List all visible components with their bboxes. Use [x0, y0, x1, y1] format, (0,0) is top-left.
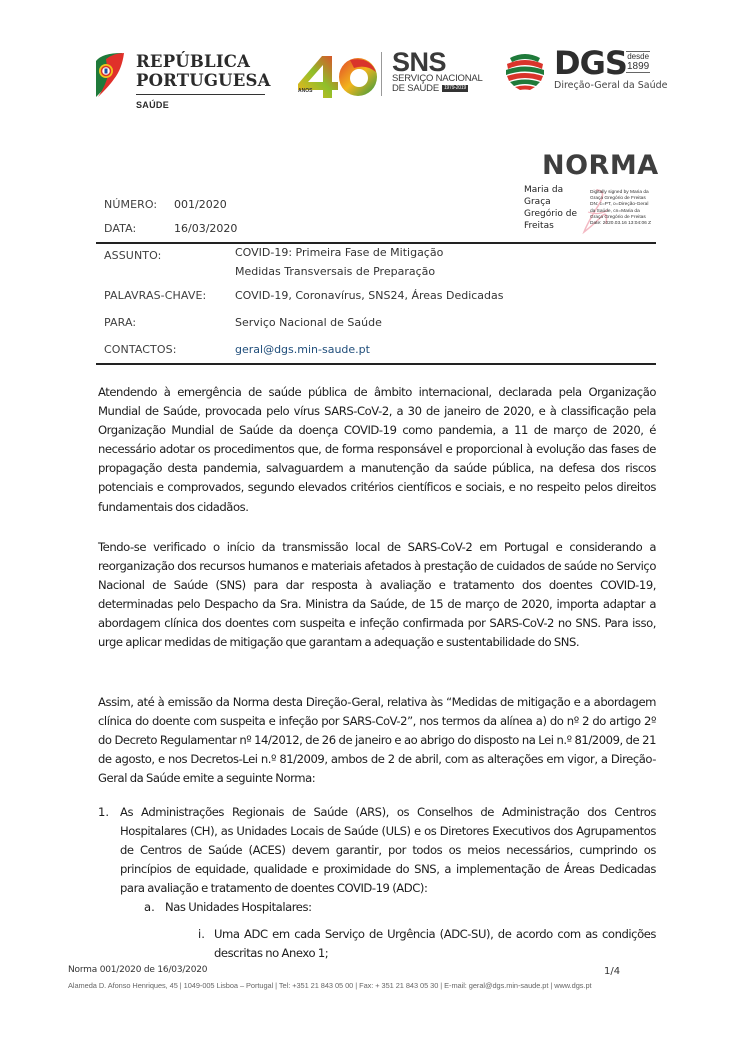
- sublist-item-letter: a.: [144, 900, 155, 914]
- document-type-title: NORMA: [542, 150, 659, 181]
- subsublist-item-text: Uma ADC em cada Serviço de Urgência (ADC-SU), de acordo com as condições descritas no Anexo 1;: [214, 927, 656, 961]
- dgs-logo: [504, 44, 668, 98]
- signature-detail-line: Graça Gregório de Freitas: [590, 214, 646, 220]
- dgs-acronym: DGS: [554, 44, 627, 82]
- signature-detail-line: Date: 2020.03.16 13:04:06 Z: [590, 221, 652, 227]
- footer-address: Alameda D. Afonso Henriques, 45 | 1049-005 Lisboa – Portugal | Tel: +351 21 843 05 00 | Fax: + 351 21 843 05 30 | E-mail: geral@dgs.min-saude.pt | www.dgs.pt: [68, 981, 592, 990]
- contactos-email-link[interactable]: geral@dgs.min-saude.pt: [235, 343, 370, 356]
- sns-40-anos-logo: [292, 52, 380, 100]
- dgs-since: [626, 51, 650, 73]
- intro-paragraph-2: Tendo-se verificado o início da transmissão local de SARS-CoV-2 em Portugal e considerando a reorganização dos recursos humanos e materiais afetados à prestação de cuidados de saúde no Serviço Nacional de Saúde (SNS) para dar resposta à avaliação e tratamento dos doentes COVID-19, determinadas pelo Despacho da Sra. Ministra da Saúde, de 15 de março de 2020, importa adaptar a abordagem clínica dos doentes com suspeita e infeção confirmada por SARS-CoV-2 no SNS. Para isso, urge aplicar medidas de mitigação que garantam a adequação e sustentabilidade do SNS.: [98, 540, 656, 650]
- signature-detail-line: Digitally signed by Maria da: [590, 190, 649, 195]
- republica-divider: [136, 94, 265, 95]
- intro-paragraph-1: Atendendo à emergência de saúde pública de âmbito internacional, declarada pela Organização Mundial de Saúde, provocada pelo vírus SARS-CoV-2, a 30 de janeiro de 2020, e à classificação pela Organização Mundial de Saúde da doença COVID-19 como pandemia, a 11 de março de 2020, é necessário adotar os procedimentos que, de forma responsável e proporcional à evolução das fases de propagação desta pandemia, salvaguardem a manutenção da saúde pública, na defesa dos riscos potenciais e comprovados, segundo elevados critérios científicos e sociais, e no respeito pelos direitos fundamentais dos cidadãos.: [98, 385, 656, 514]
- digital-signature-details: [590, 190, 680, 227]
- dgs-desde-label: desde: [627, 52, 650, 61]
- numero-value: 001/2020: [174, 198, 227, 211]
- page-number: 1/4: [604, 966, 621, 977]
- sns-years-badge: 1979-2019: [443, 84, 467, 91]
- sns-divider: [381, 52, 382, 96]
- signature-detail-line: DN: c=PT, o=Direção-Geral: [590, 202, 649, 208]
- para-label: PARA:: [104, 316, 137, 329]
- contactos-label: CONTACTOS:: [104, 343, 177, 356]
- assunto-line1: COVID-19: Primeira Fase de Mitigação: [235, 246, 444, 259]
- portugal-flag-icon: [92, 51, 126, 99]
- saude-subtitle: SAÚDE: [136, 100, 170, 110]
- palavras-chave-value: COVID-19, Coronavírus, SNS24, Áreas Dedicadas: [235, 289, 504, 302]
- meta-top-divider: [96, 242, 656, 244]
- signature-detail-line: Graça Gregório de Freitas: [590, 196, 646, 202]
- list-item-number: 1.: [98, 805, 110, 819]
- numero-label: NÚMERO:: [104, 198, 158, 211]
- para-value: Serviço Nacional de Saúde: [235, 316, 382, 329]
- palavras-chave-label: PALAVRAS-CHAVE:: [104, 289, 207, 302]
- footer-norma-reference: Norma 001/2020 de 16/03/2020: [68, 965, 208, 975]
- sns-acronym: SNS: [392, 47, 447, 77]
- sns-line1: SERVIÇO NACIONAL: [392, 73, 483, 84]
- dgs-year: 1899: [627, 61, 650, 72]
- signer-line: Graça: [524, 197, 551, 207]
- data-value: 16/03/2020: [174, 222, 238, 235]
- anos-label: ANOS: [298, 88, 313, 94]
- republica-line: REPÚBLICA: [136, 52, 251, 71]
- dgs-name: Direção-Geral da Saúde: [554, 80, 668, 91]
- data-label: DATA:: [104, 222, 137, 235]
- dgs-globe-icon: [504, 50, 546, 92]
- sns-line2-wrap: [392, 84, 483, 94]
- signer-name: [524, 184, 584, 232]
- assunto-label: ASSUNTO:: [104, 249, 162, 262]
- subsublist-item-roman: i.: [198, 927, 205, 941]
- assunto-line2: Medidas Transversais de Preparação: [235, 265, 436, 278]
- portuguesa-line: PORTUGUESA: [136, 71, 271, 90]
- republica-portuguesa-title: [136, 52, 271, 90]
- sns-line2: DE SAÚDE: [392, 83, 439, 94]
- list-item-text: As Administrações Regionais de Saúde (ARS), os Conselhos de Administração dos Centros Hospitalares (CH), as Unidades Locais de Saúde (ULS) e os Diretores Executivos dos Agrupamentos de Centros de Saúde (ACES) devem garantir, por todos os meios necessários, cumprindo os princípios de equidade, qualidade e proximidade do SNS, a implementação de Áreas Dedicadas para avaliação e tratamento de doentes COVID-19 (ADC):: [120, 805, 656, 896]
- signer-line: Gregório de: [524, 209, 578, 219]
- signer-line: Freitas: [524, 221, 554, 231]
- signer-line: Maria da: [524, 185, 564, 195]
- sublist-item-text: Nas Unidades Hospitalares:: [165, 900, 312, 914]
- intro-paragraph-3: Assim, até à emissão da Norma desta Direção-Geral, relativa às “Medidas de mitigação e a abordagem clínica do doente com suspeita e infeção por SARS-CoV-2”, nos termos da alínea a) do nº 2 do artigo 2º do Decreto Regulamentar nº 14/2012, de 26 de janeiro e ao abrigo do disposto na Lei n.º 81/2009, de 21 de agosto, e nos Decretos-Lei n.º 81/2009, ambos de 2 de abril, com as alterações em vigor, a Direção-Geral da Saúde emite a seguinte Norma:: [98, 695, 656, 786]
- republica-portuguesa-logo: [92, 48, 271, 116]
- signature-detail-line: da Saúde, cn=Maria da: [590, 208, 640, 214]
- meta-bottom-divider: [96, 363, 656, 365]
- sns-logo: [392, 47, 483, 94]
